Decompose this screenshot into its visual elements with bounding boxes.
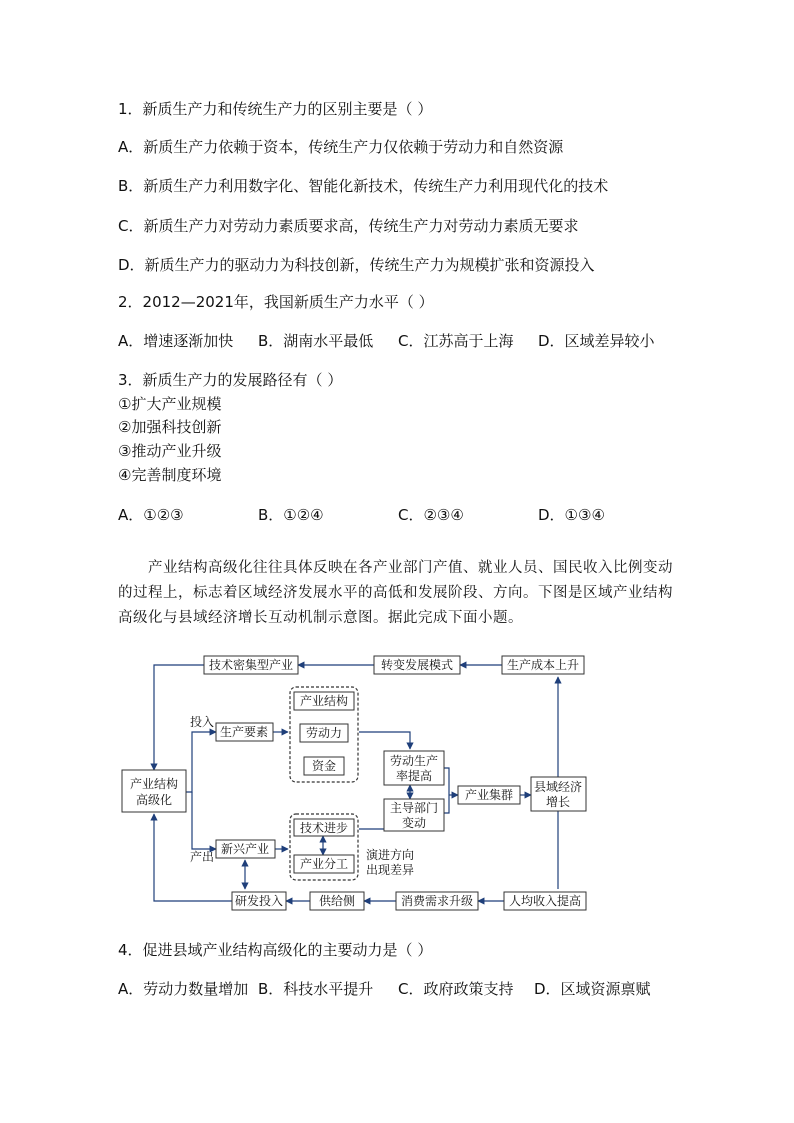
q3-item-1: ①扩大产业规模 [118, 395, 222, 413]
q1-stem: 1．新质生产力和传统生产力的区别主要是（ ） [118, 100, 433, 118]
q4-option-b: B．科技水平提升 [258, 980, 374, 998]
label-output: 产出 [189, 850, 215, 864]
label-cost-rise: 生产成本上升 [506, 658, 580, 672]
q3-item-4: ④完善制度环境 [118, 466, 222, 484]
q3-item-2: ②加强科技创新 [118, 418, 222, 436]
label-supply: 供给侧 [318, 894, 356, 908]
label-productivity-line1: 劳动生产 [389, 754, 439, 768]
label-rd: 研发投入 [234, 894, 284, 908]
q2-option-a: A．增速逐渐加快 [118, 332, 234, 350]
q4-option-a: A．劳动力数量增加 [118, 980, 249, 998]
q4-option-c: C．政府政策支持 [398, 980, 514, 998]
arrow-upgrade-to-factors [186, 732, 216, 792]
label-evolution-line2: 出现差异 [365, 863, 415, 877]
label-division: 产业分工 [299, 857, 349, 871]
arrow-pair-to-cluster [444, 768, 449, 813]
label-input: 投入 [189, 715, 215, 729]
label-leading-line1: 主导部门 [389, 801, 439, 815]
label-tech-progress: 技术进步 [299, 821, 349, 835]
q3-option-c: C．②③④ [398, 506, 464, 524]
label-upgrade-line2: 高级化 [135, 793, 173, 807]
label-factors: 生产要素 [219, 725, 269, 739]
label-structure: 产业结构 [299, 694, 349, 708]
label-upgrade-line1: 产业结构 [129, 777, 179, 791]
passage-text: 产业结构高级化往往具体反映在各产业部门产值、就业人员、国民收入比例变动的过程上，标志着区域经济发展水平的高低和发展阶段、方向。下图是区域产业结构高级化与县域经济增长互动机制示意图。据此完成下面小题。 [118, 560, 673, 626]
q2-option-d: D．区域差异较小 [538, 332, 655, 350]
label-county-line1: 县域经济 [533, 780, 583, 794]
q3-option-b: B．①②④ [258, 506, 324, 524]
label-county-line2: 增长 [545, 795, 571, 809]
label-emerging: 新兴产业 [220, 842, 270, 856]
q4-options [118, 979, 651, 999]
q3-option-d: D．①③④ [538, 506, 605, 524]
q2-options [118, 331, 655, 351]
q3-item-3: ③推动产业升级 [118, 442, 222, 460]
arrow-upgrade-to-emerging [192, 792, 216, 849]
label-cluster: 产业集群 [464, 788, 514, 802]
arrow-group-to-productivity [359, 732, 410, 749]
q4-option-d: D．区域资源禀赋 [534, 980, 651, 998]
q1-option-a: A．新质生产力依赖于资本，传统生产力仅依赖于劳动力和自然资源 [118, 138, 564, 156]
q4-stem: 4．促进县域产业结构高级化的主要动力是（ ） [118, 941, 433, 959]
label-tech-industry: 技术密集型产业 [208, 658, 294, 672]
q1-option-d: D．新质生产力的驱动力为科技创新，传统生产力为规模扩张和资源投入 [118, 256, 595, 274]
mechanism-diagram [118, 652, 588, 912]
q3-stem: 3．新质生产力的发展路径有（ ） [118, 371, 343, 389]
label-capital: 资金 [311, 759, 337, 773]
q1-option-c: C．新质生产力对劳动力素质要求高，传统生产力对劳动力素质无要求 [118, 217, 579, 235]
q2-stem: 2．2012—2021年，我国新质生产力水平（ ） [118, 293, 434, 311]
label-labor: 劳动力 [305, 726, 343, 740]
passage [118, 556, 678, 631]
label-income: 人均收入提高 [508, 894, 582, 908]
label-evolution-line1: 演进方向 [365, 848, 415, 862]
q2-option-b: B．湖南水平最低 [258, 332, 374, 350]
label-transform: 转变发展模式 [380, 658, 454, 672]
label-leading-line2: 变动 [401, 816, 427, 830]
q1-option-b: B．新质生产力利用数字化、智能化新技术，传统生产力利用现代化的技术 [118, 177, 609, 195]
label-consumption: 消费需求升级 [400, 894, 474, 908]
q3-option-a: A．①②③ [118, 506, 184, 524]
q2-option-c: C．江苏高于上海 [398, 332, 514, 350]
label-productivity-line2: 率提高 [395, 769, 433, 783]
q3-options [118, 505, 605, 525]
